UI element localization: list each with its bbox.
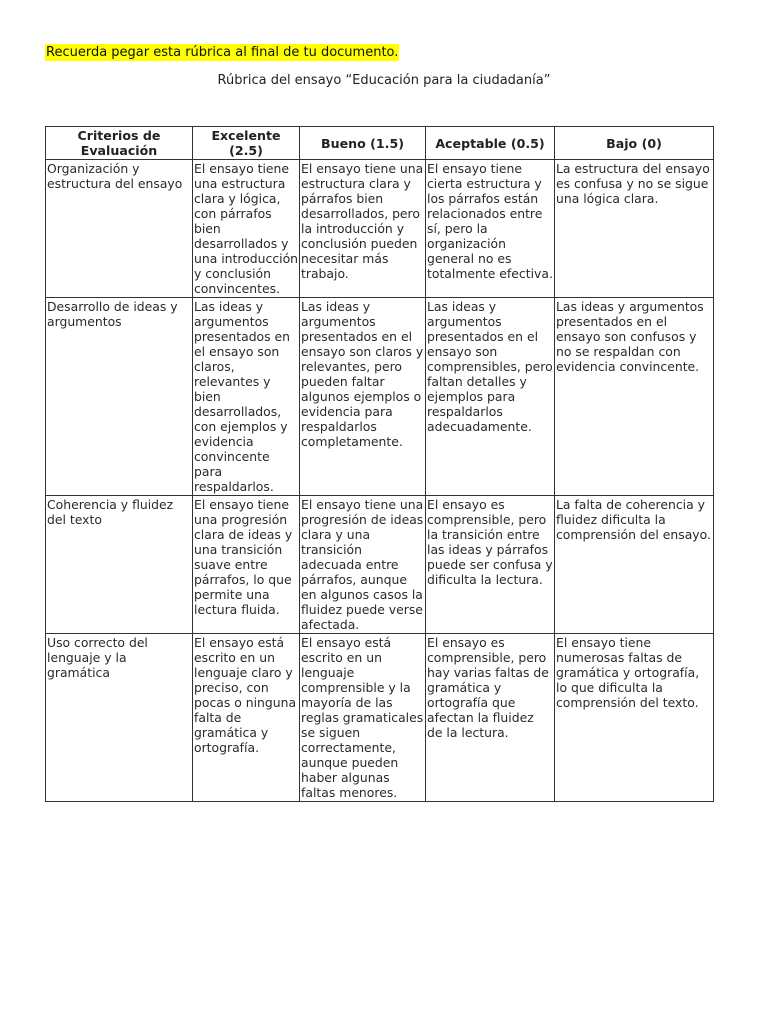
header-criteria: Criterios de Evaluación: [46, 127, 193, 160]
header-excellent: Excelente (2.5): [193, 127, 300, 160]
low-cell: La falta de coherencia y fluidez dificulta la comprensión del ensayo.: [555, 496, 714, 634]
criterion-cell: Desarrollo de ideas y argumentos: [46, 298, 193, 496]
table-row: [46, 634, 714, 802]
header-low: Bajo (0): [555, 127, 714, 160]
rubric-table: [45, 126, 714, 802]
good-cell: El ensayo tiene una estructura clara y párrafos bien desarrollados, pero la introducción y conclusión pueden necesitar más trabajo.: [300, 160, 426, 298]
header-good: Bueno (1.5): [300, 127, 426, 160]
good-cell: Las ideas y argumentos presentados en el ensayo son claros y relevantes, pero pueden faltar algunos ejemplos o evidencia para respaldarlos completamente.: [300, 298, 426, 496]
excellent-cell: El ensayo está escrito en un lenguaje claro y preciso, con pocas o ninguna falta de gramática y ortografía.: [193, 634, 300, 802]
excellent-cell: El ensayo tiene una progresión clara de ideas y una transición suave entre párrafos, lo que permite una lectura fluida.: [193, 496, 300, 634]
table-row: [46, 160, 714, 298]
low-cell: Las ideas y argumentos presentados en el ensayo son confusos y no se respaldan con evidencia convincente.: [555, 298, 714, 496]
excellent-cell: El ensayo tiene una estructura clara y lógica, con párrafos bien desarrollados y una introducción y conclusión convincentes.: [194, 161, 299, 296]
good-cell: El ensayo tiene una progresión de ideas clara y una transición adecuada entre párrafos, aunque en algunos casos la fluidez puede verse afectada.: [300, 496, 426, 634]
low-cell: La estructura del ensayo es confusa y no se sigue una lógica clara.: [555, 160, 714, 298]
acceptable-cell: El ensayo es comprensible, pero hay varias faltas de gramática y ortografía que afectan la fluidez de la lectura.: [426, 634, 555, 802]
criterion-cell: Coherencia y fluidez del texto: [46, 496, 193, 634]
acceptable-cell: El ensayo tiene cierta estructura y los párrafos están relacionados entre sí, pero la organización general no es totalmente efectiva.: [426, 160, 555, 298]
reminder-note: Recuerda pegar esta rúbrica al final de tu documento.: [46, 45, 399, 60]
good-cell: El ensayo está escrito en un lenguaje comprensible y la mayoría de las reglas gramaticales se siguen correctamente, aunque pueden haber algunas faltas menores.: [300, 634, 426, 802]
criterion-cell: Uso correcto del lenguaje y la gramática: [46, 634, 193, 802]
acceptable-cell: Las ideas y argumentos presentados en el ensayo son comprensibles, pero faltan detalles y ejemplos para respaldarlos adecuadamente.: [426, 298, 555, 496]
header-acceptable: Aceptable (0.5): [426, 127, 555, 160]
table-header-row: [46, 127, 714, 160]
low-cell: El ensayo tiene numerosas faltas de gramática y ortografía, lo que dificulta la comprensión del texto.: [555, 634, 714, 802]
document-title: Rúbrica del ensayo “Educación para la ciudadanía”: [217, 73, 551, 88]
table-row: [46, 298, 714, 496]
table-row: [46, 496, 714, 634]
excellent-cell: Las ideas y argumentos presentados en el ensayo son claros, relevantes y bien desarrollados, con ejemplos y evidencia convincente para respaldarlos.: [193, 298, 300, 496]
acceptable-cell: El ensayo es comprensible, pero la transición entre las ideas y párrafos puede ser confusa y dificulta la lectura.: [426, 496, 555, 634]
criterion-cell: Organización y estructura del ensayo: [46, 160, 193, 298]
